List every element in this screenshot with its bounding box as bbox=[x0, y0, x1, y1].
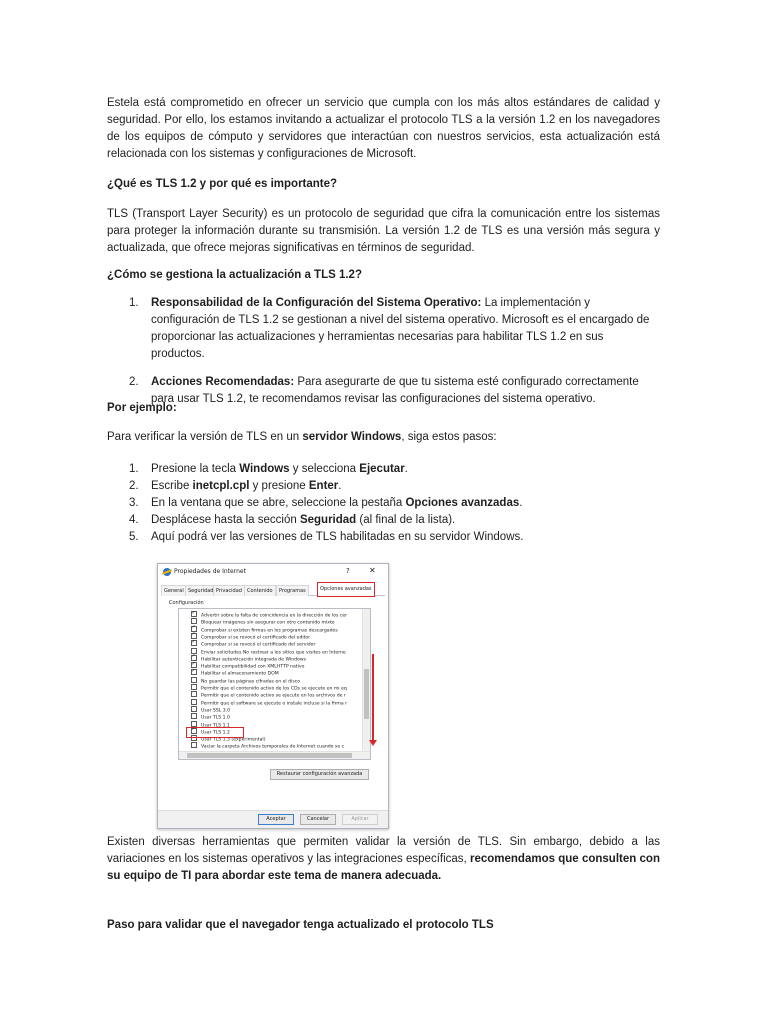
example-intro-text-end: , siga estos pasos: bbox=[401, 431, 497, 443]
setting-row[interactable] bbox=[191, 655, 306, 662]
step-text: . bbox=[519, 497, 523, 509]
closing-bold-text: recomendamos que consulten con su equipo de TI para abordar este tema de manera adecuada. bbox=[107, 853, 660, 882]
setting-label: Enviar solicitudes No rastrear a los sitios que visites en Interne bbox=[201, 650, 346, 655]
list-item bbox=[107, 374, 660, 408]
step-text: En la ventana que se abre, seleccione la pestaña bbox=[151, 497, 406, 509]
step-bold: Enter bbox=[308, 480, 339, 492]
tab-privacy[interactable]: Privacidad bbox=[213, 585, 245, 596]
vertical-scrollbar[interactable] bbox=[362, 609, 370, 751]
apply-button[interactable]: Aplicar bbox=[342, 814, 378, 825]
scrollbar-thumb[interactable] bbox=[364, 669, 369, 719]
step-number: 3. bbox=[129, 497, 139, 509]
step-item bbox=[107, 512, 660, 529]
setting-row[interactable] bbox=[191, 633, 310, 640]
setting-label: Habilitar autenticación integrada de Windows bbox=[201, 657, 306, 663]
scroll-arrow-line bbox=[372, 654, 374, 742]
setting-row[interactable] bbox=[191, 713, 230, 720]
step-item bbox=[107, 461, 660, 478]
list-item-bold: Acciones Recomendadas: bbox=[151, 376, 295, 388]
setting-label: Usar TLS 1.3 (experimental) bbox=[201, 737, 266, 743]
step-text: . bbox=[404, 463, 408, 475]
setting-label: No guardar las páginas cifradas en el disco bbox=[201, 679, 301, 685]
setting-label: Habilitar compatibilidad con XMLHTTP nativo bbox=[201, 664, 305, 670]
closing-paragraph bbox=[107, 834, 660, 885]
internet-properties-dialog-screenshot bbox=[157, 563, 389, 829]
horizontal-scrollbar[interactable] bbox=[179, 751, 370, 759]
setting-checkbox[interactable] bbox=[191, 742, 197, 748]
setting-row[interactable] bbox=[191, 662, 304, 669]
step-item bbox=[107, 495, 660, 512]
list-item-bold: Responsabilidad de la Configuración del Sistema Operativo: bbox=[151, 297, 482, 309]
cancel-button[interactable]: Cancelar bbox=[300, 814, 336, 825]
tab-content[interactable]: Contenido bbox=[244, 585, 276, 596]
setting-label: Permitir que el contenido activo se ejecute en los archivos de r bbox=[201, 693, 346, 699]
example-intro-text: Para verificar la versión de TLS en un bbox=[107, 431, 303, 443]
setting-row[interactable] bbox=[191, 684, 347, 691]
internet-explorer-icon bbox=[163, 568, 171, 576]
setting-checkbox[interactable] bbox=[191, 677, 197, 683]
closing-text: Existen diversas herramientas que permiten validar la versión de TLS. Sin embargo, debido a las variaciones en los sistemas operativos y las integraciones específicas, bbox=[107, 836, 660, 865]
steps-list bbox=[107, 461, 660, 546]
setting-row[interactable] bbox=[191, 640, 315, 647]
example-heading: Por ejemplo: bbox=[107, 402, 177, 414]
setting-label: Advertir sobre la falta de coincidencia en la dirección de los cer bbox=[201, 613, 348, 619]
setting-label: Vaciar la carpeta Archivos temporales de Internet cuando se c bbox=[201, 744, 345, 750]
step-text: (al final de la lista). bbox=[356, 514, 456, 526]
dialog-tabs bbox=[161, 585, 385, 596]
list-number: 2. bbox=[129, 376, 139, 388]
dialog-titlebar bbox=[158, 564, 388, 580]
final-heading: Paso para validar que el navegador tenga actualizado el protocolo TLS bbox=[107, 919, 494, 931]
example-intro bbox=[107, 429, 660, 446]
setting-label: Permitir que el software se ejecute o instale incluso si la firma r bbox=[201, 701, 348, 707]
scrollbar-thumb[interactable] bbox=[187, 753, 352, 758]
step-text: y selecciona bbox=[289, 463, 360, 475]
setting-label: Permitir que el contenido activo de los CDs se ejecute en mi eq bbox=[201, 686, 347, 692]
dialog-title: Propiedades de Internet bbox=[174, 568, 246, 575]
step-text: y presione bbox=[249, 480, 309, 492]
setting-checkbox[interactable] bbox=[191, 684, 197, 690]
ok-button[interactable]: Aceptar bbox=[258, 814, 294, 825]
step-text: Presione la tecla bbox=[151, 463, 240, 475]
section-heading-what-is-tls: ¿Qué es TLS 1.2 y por qué es importante? bbox=[107, 178, 338, 190]
tab-general[interactable]: General bbox=[161, 585, 187, 596]
step-number: 1. bbox=[129, 463, 139, 475]
step-item bbox=[107, 529, 660, 546]
step-bold: Opciones avanzadas bbox=[405, 497, 520, 509]
step-bold: Seguridad bbox=[299, 514, 357, 526]
setting-checkbox[interactable] bbox=[191, 691, 197, 697]
restore-advanced-settings-button[interactable]: Restaurar configuración avanzada bbox=[270, 769, 369, 780]
setting-checkbox[interactable] bbox=[191, 713, 197, 719]
setting-label: Comprobar si se revocó el certificado del servidor bbox=[201, 642, 316, 648]
setting-row[interactable] bbox=[191, 742, 344, 749]
setting-checkbox[interactable] bbox=[191, 640, 197, 646]
intro-paragraph: Estela está comprometido en ofrecer un servicio que cumpla con los más altos estándares de calidad y seguridad. Por ello, los estamos invitando a actualizar el protocolo TLS a la versión 1.2 en los navegadores de los equipos de cómputo y servidores que interactúan con nuestros servicios, esta actualización está relacionada con los sistemas y configuraciones de Microsoft. bbox=[107, 97, 660, 160]
setting-row[interactable] bbox=[191, 618, 335, 625]
list-item-text: La implementación y configuración de TLS 1.2 se gestionan a nivel del sistema operativo. Microsoft es el encargado de proporcionar las actualizaciones y herramientas necesarias para habilitar TLS 1.2 en sus productos. bbox=[151, 297, 650, 360]
setting-label: Usar SSL 3.0 bbox=[201, 708, 231, 714]
tab-advanced-options[interactable]: Opciones avanzadas bbox=[317, 582, 375, 597]
list-number: 1. bbox=[129, 297, 139, 309]
setting-row[interactable] bbox=[191, 626, 338, 633]
step-bold: inetcpl.cpl bbox=[192, 480, 250, 492]
step-text: Desplácese hasta la sección bbox=[151, 514, 300, 526]
down-arrow-icon bbox=[369, 740, 377, 746]
setting-row[interactable] bbox=[191, 648, 346, 655]
setting-label: Comprobar si existen firmas en los programas descargados bbox=[201, 628, 338, 634]
help-icon[interactable]: ? bbox=[346, 567, 350, 575]
management-list bbox=[107, 295, 660, 408]
setting-label: Bloquear imágenes sin asegurar con otro contenido mixto bbox=[201, 620, 335, 626]
tls-1-2-highlight-box bbox=[186, 727, 244, 738]
setting-checkbox[interactable] bbox=[191, 699, 197, 705]
list-item-text: Para asegurarte de que tu sistema esté configurado correctamente para usar TLS 1.2, te recomendamos revisar las configuraciones del sistema operativo. bbox=[151, 376, 639, 405]
tab-security[interactable]: Seguridad bbox=[185, 585, 216, 596]
setting-label: Usar TLS 1.2 bbox=[201, 730, 230, 736]
step-item bbox=[107, 478, 660, 495]
example-intro-bold: servidor Windows bbox=[302, 431, 402, 443]
step-text: . bbox=[338, 480, 342, 492]
setting-label: Usar TLS 1.1 bbox=[201, 723, 230, 728]
step-number: 2. bbox=[129, 480, 139, 492]
setting-row[interactable] bbox=[191, 677, 300, 684]
setting-row[interactable] bbox=[191, 706, 230, 713]
configuration-label: Configuración bbox=[169, 600, 204, 606]
setting-row[interactable] bbox=[191, 699, 347, 706]
setting-checkbox[interactable] bbox=[191, 611, 197, 617]
setting-row[interactable] bbox=[191, 691, 346, 698]
step-bold: Windows bbox=[239, 463, 290, 475]
step-number: 4. bbox=[129, 514, 139, 526]
step-text: Escribe bbox=[151, 480, 193, 492]
setting-label: Comprobar si se revocó el certificado del editor bbox=[201, 635, 311, 641]
step-number: 5. bbox=[129, 531, 139, 543]
tab-programs[interactable]: Programas bbox=[276, 585, 309, 596]
tls-description-paragraph: TLS (Transport Layer Security) es un protocolo de seguridad que cifra la comunicación entre los sistemas para proteger la información durante su transmisión. La versión 1.2 de TLS es una versión más segura y actualizada, que ofrece mejoras significativas en términos de seguridad. bbox=[107, 208, 660, 254]
list-item bbox=[107, 295, 660, 363]
close-icon[interactable]: ✕ bbox=[369, 566, 376, 575]
setting-row[interactable] bbox=[191, 669, 279, 676]
section-heading-how-managed: ¿Cómo se gestiona la actualización a TLS 1.2? bbox=[107, 269, 362, 281]
setting-checkbox[interactable] bbox=[191, 706, 197, 712]
setting-checkbox[interactable] bbox=[191, 669, 197, 675]
step-bold: Ejecutar bbox=[359, 463, 405, 475]
setting-label: Usar TLS 1.0 bbox=[201, 715, 230, 721]
setting-label: Habilitar el almacenamiento DOM bbox=[201, 671, 279, 677]
setting-row[interactable] bbox=[191, 611, 347, 618]
step-text: Aquí podrá ver las versiones de TLS habilitadas en su servidor Windows. bbox=[151, 531, 524, 543]
